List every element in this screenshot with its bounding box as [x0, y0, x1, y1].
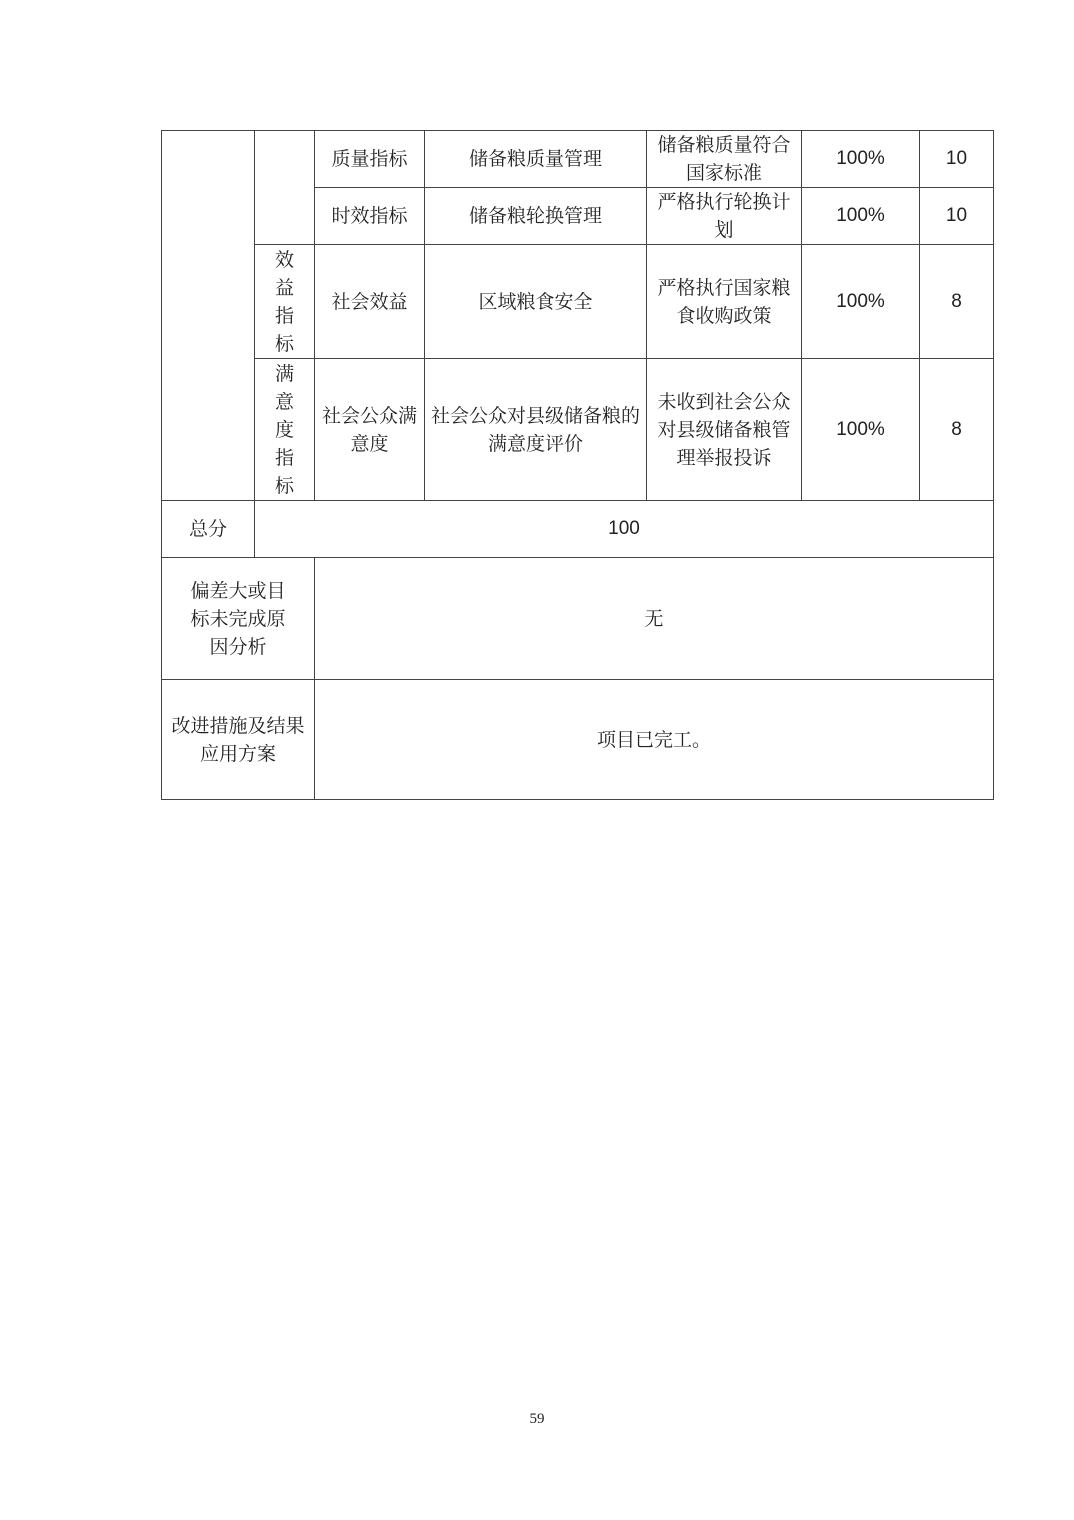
actual-cell: 100%: [802, 245, 920, 359]
performance-table: [161, 130, 994, 800]
table-row: [162, 359, 994, 501]
category-level1-cell: [162, 131, 255, 501]
deviation-row: [162, 558, 994, 680]
score-cell: 10: [920, 188, 994, 245]
category-level2-cell: 满意度指标: [255, 359, 315, 501]
target-cell: 储备粮质量符合国家标准: [647, 131, 802, 188]
category-level3-cell: 时效指标: [315, 188, 425, 245]
table-row: [162, 131, 994, 188]
total-row: [162, 501, 994, 558]
indicator-cell: 区域粮食安全: [425, 245, 647, 359]
actual-cell: 100%: [802, 131, 920, 188]
score-cell: 8: [920, 359, 994, 501]
category-level3-cell: 质量指标: [315, 131, 425, 188]
indicator-cell: 储备粮质量管理: [425, 131, 647, 188]
actual-cell: 100%: [802, 188, 920, 245]
improvement-row: [162, 680, 994, 800]
category-level3-cell: 社会公众满意度: [315, 359, 425, 501]
indicator-cell: 储备粮轮换管理: [425, 188, 647, 245]
actual-cell: 100%: [802, 359, 920, 501]
deviation-value: 无: [315, 558, 994, 680]
table-row: [162, 245, 994, 359]
category-level2-cell: [255, 131, 315, 245]
target-cell: 严格执行国家粮食收购政策: [647, 245, 802, 359]
category-level2-cell: 效益指标: [255, 245, 315, 359]
target-cell: 严格执行轮换计划: [647, 188, 802, 245]
score-cell: 8: [920, 245, 994, 359]
indicator-cell: 社会公众对县级储备粮的满意度评价: [425, 359, 647, 501]
total-value: 100: [255, 501, 994, 558]
page-number: 59: [529, 1411, 545, 1427]
score-cell: 10: [920, 131, 994, 188]
total-label: 总分: [162, 501, 255, 558]
improvement-value: 项目已完工。: [315, 680, 994, 800]
deviation-label: 偏差大或目标未完成原因分析: [162, 558, 315, 680]
target-cell: 未收到社会公众对县级储备粮管理举报投诉: [647, 359, 802, 501]
improvement-label: 改进措施及结果应用方案: [162, 680, 315, 800]
category-level3-cell: 社会效益: [315, 245, 425, 359]
